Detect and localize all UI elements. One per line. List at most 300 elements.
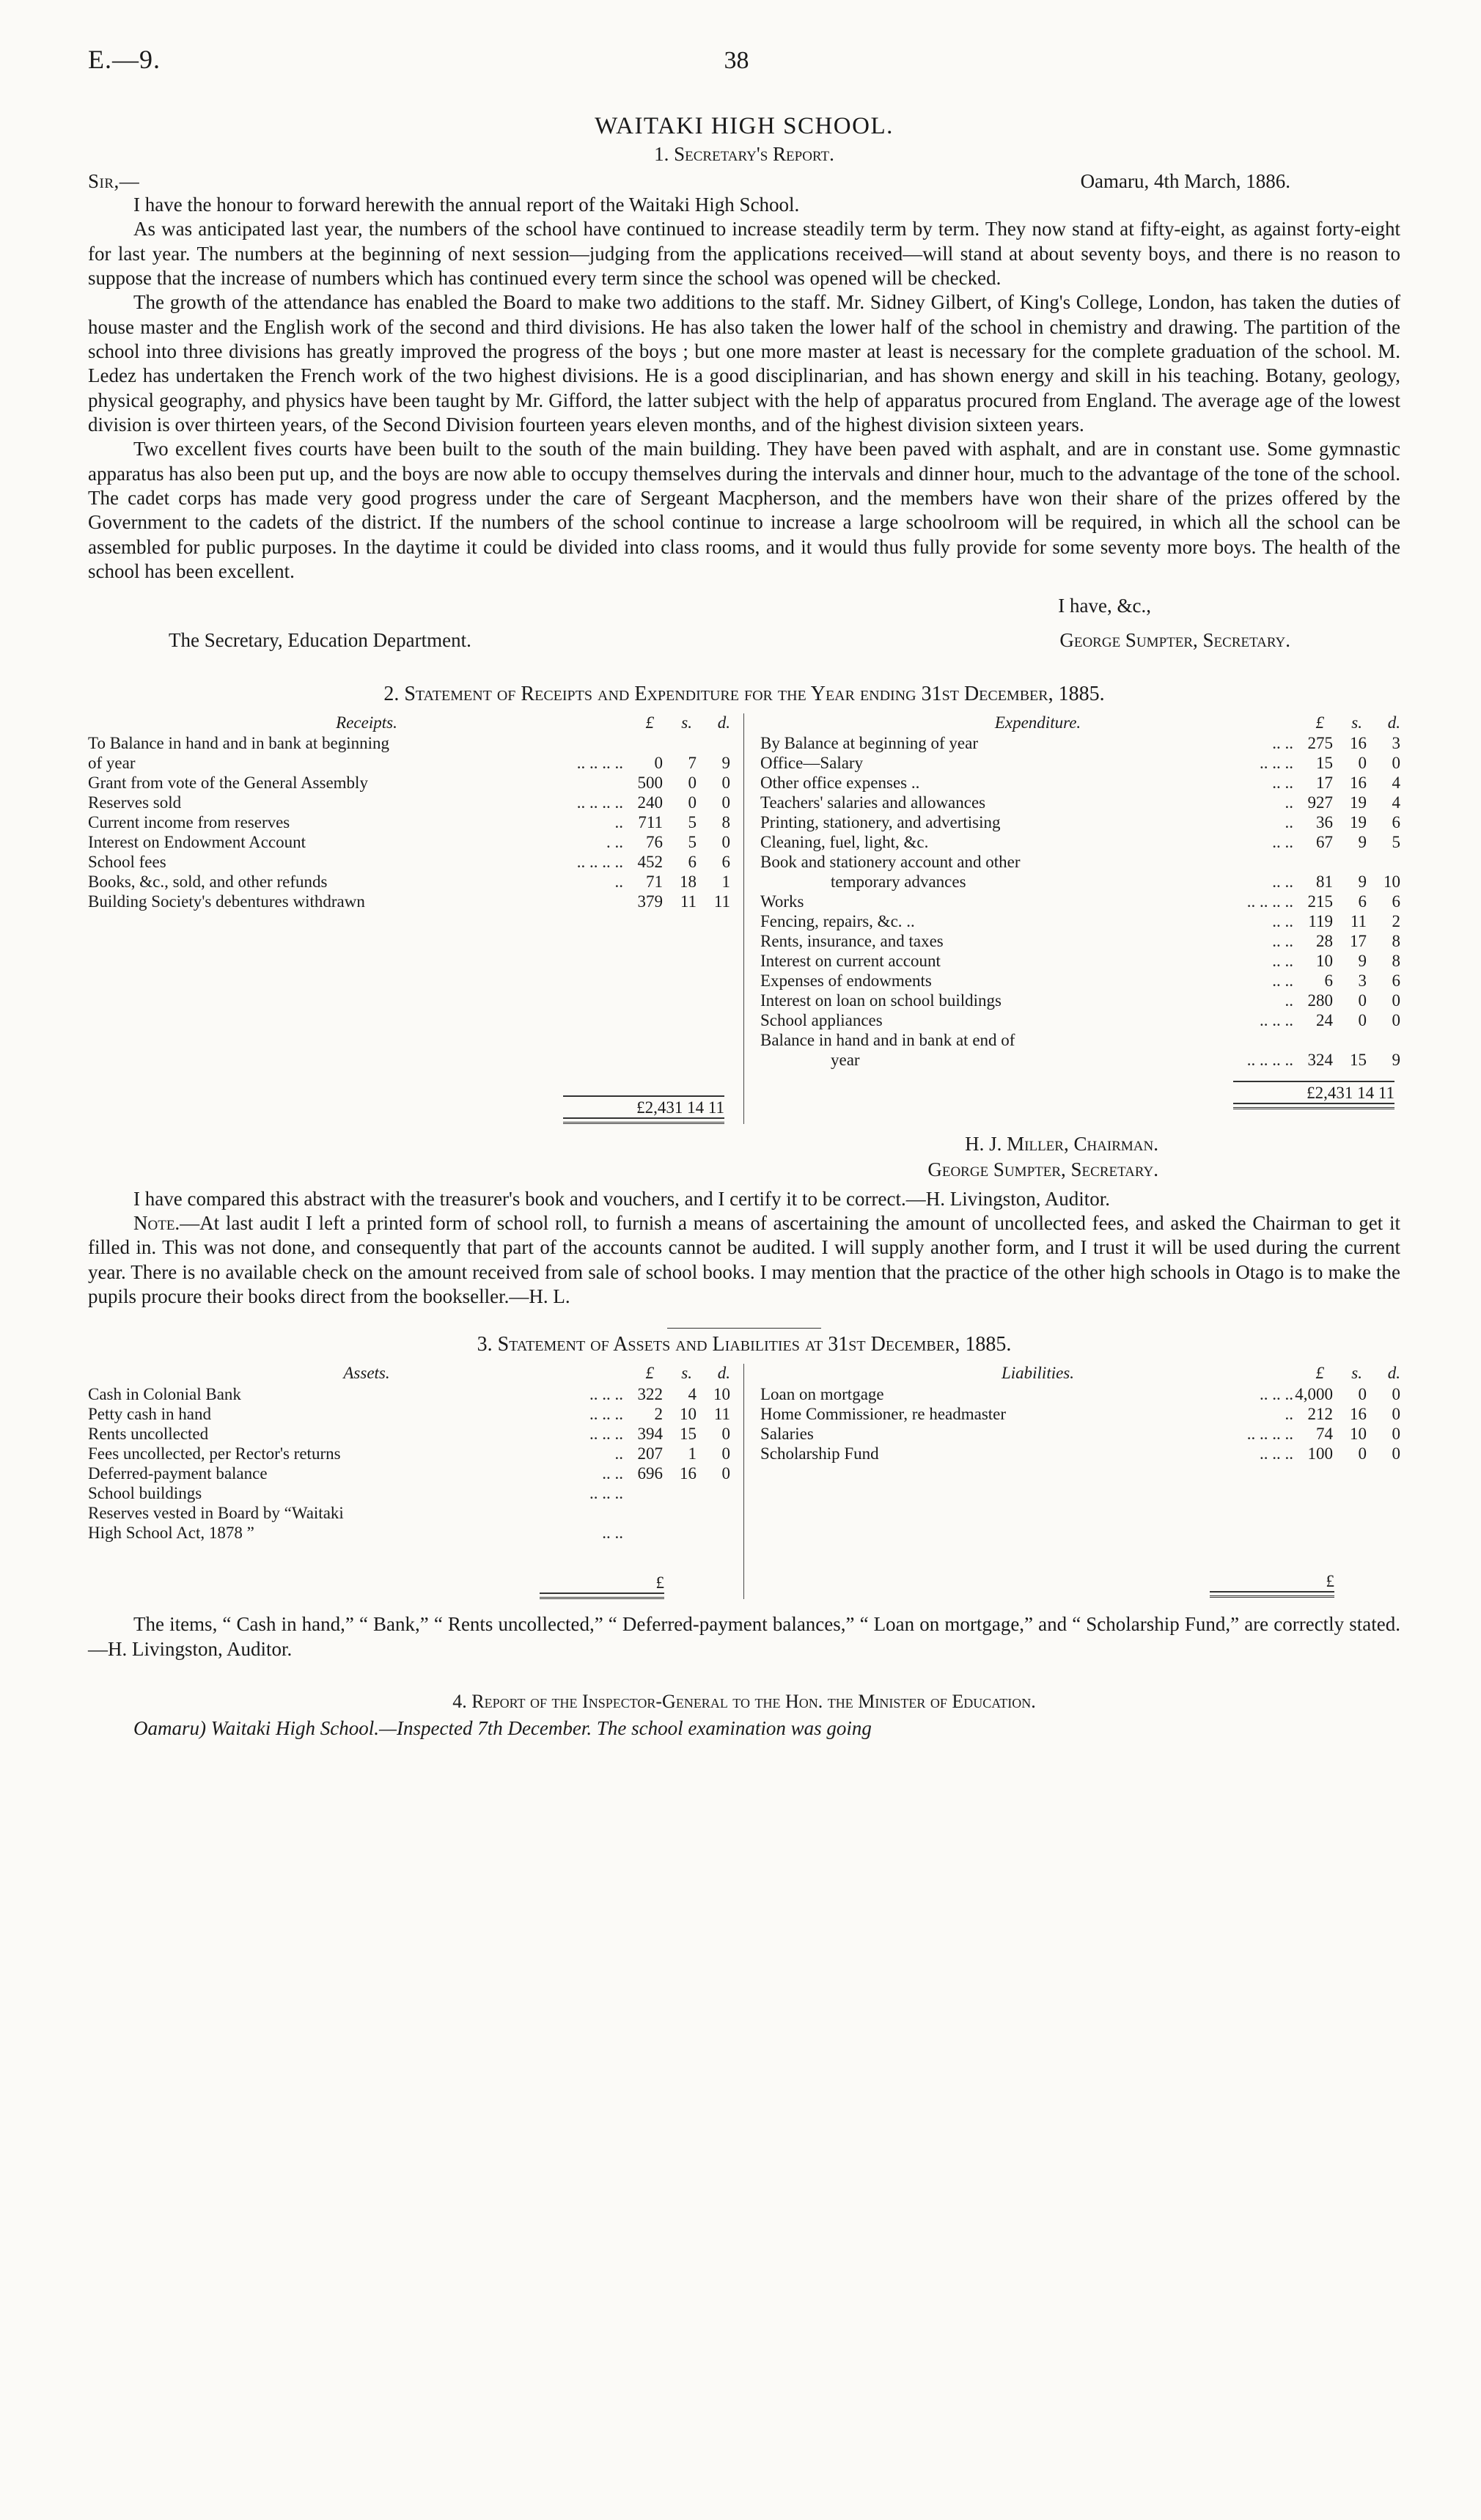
table-row bbox=[88, 1444, 730, 1463]
section-divider bbox=[667, 1328, 821, 1329]
expenditure-table bbox=[760, 734, 1400, 1070]
pounds-header: £ bbox=[645, 1364, 654, 1383]
row-leader: .. .. .. .. bbox=[576, 853, 623, 871]
row-shillings: 10 bbox=[680, 1404, 697, 1423]
total-double-rule bbox=[540, 1594, 664, 1599]
row-leader: .. .. .. bbox=[589, 1424, 623, 1443]
section3-heading-text: 3. Statement of Assets and Liabilities at 31st December, 1885. bbox=[477, 1333, 1012, 1356]
row-leader: .. .. bbox=[1272, 932, 1293, 950]
row-leader: .. .. .. bbox=[589, 1384, 623, 1403]
row-pounds: 24 bbox=[1316, 1011, 1333, 1029]
chairman-signature: H. J. Miller, Chairman. bbox=[965, 1132, 1158, 1155]
row-leader: .. bbox=[1285, 813, 1293, 831]
row-leader: .. .. bbox=[1272, 971, 1293, 990]
table-row bbox=[88, 1463, 730, 1483]
row-shillings: 1 bbox=[688, 1444, 697, 1463]
row-pence: 0 bbox=[721, 833, 730, 851]
inspector-report-text: Oamaru) Waitaki High School.—Inspected 7th December. The school examination was going bbox=[133, 1717, 872, 1740]
row-leader: .. .. bbox=[1272, 734, 1293, 752]
paragraph: As was anticipated last year, the numbers of the school have continued to increase steadily term by term. They now stand at fifty-eight, as against forty-eight for last year. The numbers at the beginning of next session—judging from the applications received—will stand at about seventy boys, and there is no reason to suppose that the increase of numbers which has continued every term since the school was opened will be checked. bbox=[88, 218, 1400, 290]
row-shillings: 0 bbox=[1358, 1384, 1367, 1403]
row-label: Rents uncollected bbox=[88, 1424, 209, 1443]
table-row bbox=[760, 813, 1400, 833]
row-label: Home Commissioner, re headmaster bbox=[760, 1404, 1007, 1423]
liabilities-column-header bbox=[760, 1364, 1400, 1383]
row-label: School fees bbox=[88, 853, 166, 871]
row-leader: .. .. bbox=[1272, 873, 1293, 891]
row-pence: 2 bbox=[1392, 912, 1400, 930]
table-row bbox=[88, 1384, 730, 1404]
row-leader: .. bbox=[1285, 793, 1293, 812]
row-pence: 11 bbox=[713, 1404, 730, 1423]
row-leader bbox=[560, 774, 623, 793]
section2-heading-text: 2. Statement of Receipts and Expenditure for the Year ending 31st December, 1885. bbox=[383, 682, 1105, 705]
row-shillings: 0 bbox=[688, 774, 697, 792]
secretary-signature: George Sumpter, Secretary. bbox=[927, 1158, 1158, 1180]
row-shillings: 0 bbox=[688, 793, 697, 812]
receipts-column-header bbox=[88, 713, 730, 732]
signature-block bbox=[88, 629, 1400, 652]
row-label: Reserves vested in Board by “Waitaki bbox=[88, 1503, 344, 1522]
row-leader: .. .. .. .. bbox=[576, 754, 623, 772]
pounds-header: £ bbox=[1315, 713, 1324, 732]
receipts-expenditure-account bbox=[88, 713, 1400, 1124]
row-leader: .. .. bbox=[602, 1463, 623, 1483]
row-pounds: 324 bbox=[1307, 1051, 1333, 1069]
row-shillings: 7 bbox=[688, 754, 697, 772]
pence-header: d. bbox=[717, 1364, 730, 1383]
row-pounds: 28 bbox=[1316, 932, 1333, 950]
row-leader: .. .. bbox=[1272, 952, 1293, 970]
row-label: Books, &c., sold, and other refunds bbox=[88, 873, 328, 891]
row-label: School buildings bbox=[88, 1483, 202, 1502]
row-shillings: 9 bbox=[1358, 873, 1367, 891]
row-label: Fencing, repairs, &c. .. bbox=[760, 912, 915, 930]
table-row bbox=[760, 734, 1400, 754]
table-row bbox=[760, 952, 1400, 971]
liabilities-column bbox=[744, 1364, 1400, 1599]
table-row bbox=[88, 1483, 730, 1503]
row-pence: 5 bbox=[1392, 833, 1400, 851]
row-pence: 10 bbox=[713, 1384, 730, 1403]
addressee: The Secretary, Education Department. bbox=[169, 628, 471, 651]
row-pence: 0 bbox=[1392, 754, 1400, 772]
row-label: Building Society's debentures withdrawn bbox=[88, 892, 365, 911]
row-shillings: 16 bbox=[680, 1463, 697, 1483]
salutation-row bbox=[88, 170, 1400, 193]
row-leader: .. .. bbox=[1272, 774, 1293, 792]
table-row bbox=[760, 1384, 1400, 1404]
assets-column-header bbox=[88, 1364, 730, 1383]
row-label: Grant from vote of the General Assembly bbox=[88, 774, 368, 792]
row-pounds: 15 bbox=[1316, 754, 1333, 772]
signatory: George Sumpter, Secretary. bbox=[1059, 628, 1290, 651]
row-label: Other office expenses .. bbox=[760, 774, 920, 792]
paragraph: The growth of the attendance has enabled the Board to make two additions to the staff. Mr. Sidney Gilbert, of King's College, London, has taken the duties of house master and the English work of the second and third divisions. He has also taken the lower half of the school in chemistry and drawing. The partition of the school into three divisions has greatly improved the progress of the boys ; but one more master at least is necessary for the complete graduation of the school. M. Ledez has undertaken the French work of the two highest divisions. He is a good disciplinarian, and has shown energy and skill in his teaching. Botany, geology, physical geography, and physics have been taught by Mr. Gifford, the latter subject with the help of apparatus procured from England. The average age of the lowest division is over thirteen years, of the Second Division fourteen years eleven months, and of the highest division sixteen years. bbox=[88, 291, 1400, 436]
row-shillings: 17 bbox=[1350, 932, 1367, 950]
row-pounds: 6 bbox=[1324, 971, 1333, 990]
row-pounds: 4,000 bbox=[1295, 1384, 1333, 1403]
salutation: Sir,— bbox=[88, 170, 140, 192]
row-shillings: 19 bbox=[1350, 813, 1367, 831]
shillings-header: s. bbox=[1351, 1364, 1362, 1383]
section1-heading: 1. Secretary's Report. bbox=[654, 143, 834, 165]
table-row bbox=[88, 1424, 730, 1444]
row-leader: .. .. bbox=[602, 1523, 623, 1542]
row-shillings: 18 bbox=[680, 873, 697, 891]
row-pence: 0 bbox=[721, 1424, 730, 1443]
row-label: Office—Salary bbox=[760, 754, 864, 772]
row-leader: .. .. .. bbox=[1260, 754, 1293, 772]
row-shillings bbox=[663, 1523, 697, 1543]
row-label: To Balance in hand and in bank at beginning bbox=[88, 734, 390, 752]
pence-header: d. bbox=[1387, 1364, 1400, 1383]
table-row bbox=[760, 1444, 1400, 1463]
assets-column bbox=[88, 1364, 744, 1599]
row-leader: .. bbox=[1285, 991, 1293, 1010]
table-row bbox=[760, 932, 1400, 952]
table-row bbox=[760, 912, 1400, 932]
row-pence bbox=[697, 1503, 730, 1523]
inspector-report-line bbox=[88, 1717, 1400, 1740]
table-row bbox=[88, 793, 730, 813]
table-row bbox=[88, 833, 730, 853]
table-row bbox=[760, 1011, 1400, 1031]
row-leader: .. .. bbox=[1272, 833, 1293, 851]
row-shillings: 16 bbox=[1350, 774, 1367, 792]
table-row bbox=[760, 1404, 1400, 1424]
receipts-table bbox=[88, 734, 730, 912]
pounds-header: £ bbox=[645, 713, 654, 732]
section2-heading bbox=[88, 683, 1400, 706]
paragraph: I have the honour to forward herewith the annual report of the Waitaki High School. bbox=[133, 194, 800, 216]
row-pence bbox=[697, 734, 730, 754]
row-shillings: 6 bbox=[688, 853, 697, 871]
table-row bbox=[88, 1404, 730, 1424]
row-label: Interest on Endowment Account bbox=[88, 833, 306, 851]
row-pence: 4 bbox=[1392, 774, 1400, 792]
row-shillings: 19 bbox=[1350, 793, 1367, 812]
row-leader: .. .. .. bbox=[1260, 1444, 1293, 1463]
table-row bbox=[88, 1503, 730, 1523]
section4-heading-text: 4. Report of the Inspector-General to the Hon. the Minister of Education. bbox=[452, 1691, 1036, 1713]
table-row bbox=[760, 1051, 1400, 1070]
signatures-section2 bbox=[88, 1131, 1400, 1183]
row-pounds: 0 bbox=[654, 754, 663, 772]
row-pounds: 81 bbox=[1316, 873, 1333, 891]
liabilities-table bbox=[760, 1384, 1400, 1463]
table-row bbox=[88, 774, 730, 793]
receipts-title: Receipts. bbox=[336, 713, 397, 732]
row-shillings bbox=[1333, 1031, 1367, 1051]
row-pence: 0 bbox=[1392, 991, 1400, 1010]
row-leader: .. .. .. .. bbox=[1246, 1424, 1293, 1443]
row-pence bbox=[1367, 853, 1400, 873]
closing-phrase: I have, &c., bbox=[1058, 594, 1151, 617]
row-pence: 0 bbox=[721, 774, 730, 792]
row-pounds bbox=[1293, 853, 1333, 873]
row-label: temporary advances bbox=[831, 873, 966, 891]
table-row bbox=[88, 754, 730, 774]
row-label: Interest on current account bbox=[760, 952, 941, 970]
paragraph: Two excellent fives courts have been built to the south of the main building. They have been paved with asphalt, and are in constant use. Some gymnastic apparatus has also been put up, and the boys are now able to occupy themselves during the intervals and dinner hour, much to the advantage of the tone of the school. The cadet corps has made very good progress under the care of Sergeant Macpherson, and the members have won their share of the prizes offered by the Government to the cadets of the district. If the numbers of the school continue to increase a large schoolroom will be required, in which all the school can be assembled for public purposes. In the daytime it could be divided into class rooms, and it would thus fully provide for some seventy more boys. The health of the school has been excellent. bbox=[88, 438, 1400, 583]
row-pounds bbox=[623, 1523, 663, 1543]
page-content bbox=[88, 44, 1400, 1740]
row-pounds: 500 bbox=[637, 774, 663, 792]
row-shillings: 16 bbox=[1350, 734, 1367, 752]
row-pence: 3 bbox=[1392, 734, 1400, 752]
row-leader: .. .. .. .. bbox=[576, 793, 623, 812]
row-pence: 6 bbox=[1392, 892, 1400, 911]
row-pounds: 275 bbox=[1307, 734, 1333, 752]
row-pounds: 394 bbox=[637, 1424, 663, 1443]
row-pence: 8 bbox=[1392, 952, 1400, 970]
row-shillings: 11 bbox=[1350, 912, 1367, 930]
auditor-closing-statement: The items, “ Cash in hand,” “ Bank,” “ Rents uncollected,” “ Deferred-payment balances,” “ Loan on mortgage,” and “ Scholarship Fund,” are correctly stated.—H. Livingston, Auditor. bbox=[88, 1613, 1400, 1660]
row-pounds: 2 bbox=[654, 1404, 663, 1423]
row-pence: 8 bbox=[1392, 932, 1400, 950]
table-row bbox=[760, 853, 1400, 873]
row-label: Balance in hand and in bank at end of bbox=[760, 1031, 1015, 1049]
row-label: Cash in Colonial Bank bbox=[88, 1384, 241, 1403]
row-shillings: 5 bbox=[688, 833, 697, 851]
row-shillings: 15 bbox=[1350, 1051, 1367, 1069]
table-row bbox=[760, 793, 1400, 813]
row-pence: 6 bbox=[1392, 813, 1400, 831]
assets-title: Assets. bbox=[343, 1364, 390, 1383]
auditor-statement: I have compared this abstract with the treasurer's book and vouchers, and I certify it to be correct.—H. Livingston, Auditor. bbox=[133, 1187, 1110, 1210]
section4-heading bbox=[88, 1691, 1400, 1713]
row-pence: 10 bbox=[1383, 873, 1400, 891]
expenditure-column-header bbox=[760, 713, 1400, 732]
row-pounds bbox=[623, 1503, 663, 1523]
row-leader: .. bbox=[1285, 1404, 1293, 1423]
row-pounds: 696 bbox=[637, 1463, 663, 1483]
row-shillings: 0 bbox=[1358, 991, 1367, 1010]
table-row bbox=[760, 971, 1400, 991]
row-shillings: 0 bbox=[1358, 1011, 1367, 1029]
row-shillings: 0 bbox=[1358, 754, 1367, 772]
table-row bbox=[88, 873, 730, 892]
receipts-column bbox=[88, 713, 744, 1124]
row-label: School appliances bbox=[760, 1011, 883, 1029]
note-label: Note.— bbox=[133, 1212, 200, 1235]
liabilities-total: £ bbox=[1326, 1572, 1334, 1591]
row-pounds: 379 bbox=[637, 892, 663, 911]
row-pounds bbox=[623, 734, 663, 754]
row-pence: 9 bbox=[1392, 1051, 1400, 1069]
row-label: year bbox=[831, 1051, 860, 1069]
page-header bbox=[88, 44, 1400, 75]
row-shillings: 16 bbox=[1350, 1404, 1367, 1423]
row-label: Printing, stationery, and advertising bbox=[760, 813, 1001, 831]
row-shillings: 9 bbox=[1358, 833, 1367, 851]
assets-total-wrap bbox=[88, 1573, 730, 1599]
row-pounds: 76 bbox=[646, 833, 663, 851]
row-shillings: 15 bbox=[680, 1424, 697, 1443]
row-label: Cleaning, fuel, light, &c. bbox=[760, 833, 929, 851]
table-row bbox=[760, 892, 1400, 912]
row-shillings: 5 bbox=[688, 813, 697, 831]
row-pence: 6 bbox=[721, 853, 730, 871]
row-pounds: 10 bbox=[1316, 952, 1333, 970]
section3-heading bbox=[88, 1333, 1400, 1356]
page-title: WAITAKI HIGH SCHOOL. bbox=[595, 113, 894, 139]
table-row bbox=[88, 1523, 730, 1543]
row-leader: .. .. .. .. bbox=[1246, 1051, 1293, 1069]
total-double-rule bbox=[1233, 1103, 1394, 1109]
row-pounds: 452 bbox=[637, 853, 663, 871]
table-row bbox=[760, 1424, 1400, 1444]
row-pence: 0 bbox=[721, 793, 730, 812]
row-leader: . .. bbox=[606, 833, 623, 851]
row-leader: .. bbox=[614, 813, 623, 831]
expenditure-total: £2,431 14 11 bbox=[1307, 1083, 1394, 1102]
row-pounds bbox=[1293, 1031, 1333, 1051]
place-and-date: Oamaru, 4th March, 1886. bbox=[1080, 170, 1290, 192]
row-pounds: 280 bbox=[1307, 991, 1333, 1010]
row-leader bbox=[560, 1503, 623, 1523]
row-label: Loan on mortgage bbox=[760, 1384, 884, 1403]
row-pounds: 17 bbox=[1316, 774, 1333, 792]
row-label: Reserves sold bbox=[88, 793, 182, 812]
table-row bbox=[760, 774, 1400, 793]
row-pence: 6 bbox=[1392, 971, 1400, 990]
row-pounds: 322 bbox=[637, 1384, 663, 1403]
row-label: Fees uncollected, per Rector's returns bbox=[88, 1444, 341, 1463]
receipts-total: £2,431 14 11 bbox=[636, 1098, 724, 1117]
row-label: By Balance at beginning of year bbox=[760, 734, 978, 752]
total-double-rule bbox=[563, 1117, 724, 1124]
row-pence: 0 bbox=[721, 1444, 730, 1463]
pence-header: d. bbox=[1387, 713, 1400, 732]
shillings-header: s. bbox=[1351, 713, 1362, 732]
row-pence: 0 bbox=[1392, 1384, 1400, 1403]
row-pounds: 71 bbox=[646, 873, 663, 891]
row-shillings: 4 bbox=[688, 1384, 697, 1403]
row-label: Deferred-payment balance bbox=[88, 1463, 268, 1483]
row-pence: 1 bbox=[721, 873, 730, 891]
row-pounds: 212 bbox=[1307, 1404, 1333, 1423]
row-pence bbox=[697, 1483, 730, 1503]
table-row bbox=[760, 873, 1400, 892]
assets-total: £ bbox=[655, 1573, 664, 1593]
row-label: Current income from reserves bbox=[88, 813, 290, 831]
row-pounds: 711 bbox=[638, 813, 663, 831]
row-label: Expenses of endowments bbox=[760, 971, 932, 990]
row-label: Salaries bbox=[760, 1424, 814, 1443]
row-leader: .. .. .. bbox=[1260, 1384, 1293, 1403]
row-shillings bbox=[1333, 853, 1367, 873]
liabilities-title: Liabilities. bbox=[1001, 1364, 1075, 1383]
shillings-header: s. bbox=[681, 1364, 692, 1383]
row-pence: 0 bbox=[1392, 1424, 1400, 1443]
row-pounds: 74 bbox=[1316, 1424, 1333, 1443]
row-pounds: 119 bbox=[1308, 912, 1333, 930]
expenditure-total-wrap bbox=[760, 1081, 1400, 1109]
row-pounds: 100 bbox=[1307, 1444, 1333, 1463]
expenditure-title: Expenditure. bbox=[994, 713, 1081, 732]
row-leader: .. bbox=[614, 1444, 623, 1463]
table-row bbox=[760, 991, 1400, 1011]
expenditure-column bbox=[744, 713, 1400, 1124]
row-pence: 0 bbox=[1392, 1404, 1400, 1423]
liabilities-total-wrap bbox=[760, 1572, 1400, 1598]
row-pounds: 36 bbox=[1316, 813, 1333, 831]
row-label: Scholarship Fund bbox=[760, 1444, 879, 1463]
table-row bbox=[760, 1031, 1400, 1051]
row-shillings bbox=[663, 1483, 697, 1503]
pence-header: d. bbox=[717, 713, 730, 732]
row-label: of year bbox=[88, 754, 136, 772]
table-row bbox=[760, 833, 1400, 853]
row-leader: .. .. .. bbox=[1260, 1011, 1293, 1029]
row-leader: .. .. bbox=[1272, 912, 1293, 930]
row-pounds: 215 bbox=[1307, 892, 1333, 911]
row-pence: 9 bbox=[721, 754, 730, 772]
row-label: Book and stationery account and other bbox=[760, 853, 1021, 871]
assets-liabilities-account bbox=[88, 1364, 1400, 1599]
row-pounds: 927 bbox=[1307, 793, 1333, 812]
document-reference: E.—9. bbox=[88, 45, 161, 74]
row-shillings: 10 bbox=[1350, 1424, 1367, 1443]
row-shillings: 0 bbox=[1358, 1444, 1367, 1463]
row-shillings: 11 bbox=[680, 892, 697, 911]
row-leader bbox=[560, 734, 623, 754]
auditor-note bbox=[88, 1211, 1400, 1309]
row-leader bbox=[1230, 1031, 1293, 1051]
row-pence: 8 bbox=[721, 813, 730, 831]
row-label: High School Act, 1878 ” bbox=[88, 1523, 254, 1542]
shillings-header: s. bbox=[681, 713, 692, 732]
table-row bbox=[88, 813, 730, 833]
row-label: Interest on loan on school buildings bbox=[760, 991, 1002, 1010]
row-shillings: 3 bbox=[1358, 971, 1367, 990]
table-row bbox=[88, 892, 730, 912]
row-leader: .. .. .. bbox=[589, 1404, 623, 1423]
row-pence: 11 bbox=[713, 892, 730, 911]
table-row bbox=[88, 734, 730, 754]
row-pence: 0 bbox=[1392, 1011, 1400, 1029]
page-number: 38 bbox=[724, 47, 749, 74]
table-row bbox=[88, 853, 730, 873]
row-label: Teachers' salaries and allowances bbox=[760, 793, 986, 812]
row-pence bbox=[1367, 1031, 1400, 1051]
row-leader: .. .. .. bbox=[589, 1483, 623, 1502]
table-row bbox=[760, 754, 1400, 774]
row-pence: 0 bbox=[1392, 1444, 1400, 1463]
row-pounds: 240 bbox=[637, 793, 663, 812]
pounds-header: £ bbox=[1315, 1364, 1324, 1383]
row-leader: .. bbox=[614, 873, 623, 891]
row-label: Works bbox=[760, 892, 804, 911]
row-pence: 4 bbox=[1392, 793, 1400, 812]
row-leader bbox=[560, 892, 623, 912]
row-pence bbox=[697, 1523, 730, 1543]
assets-table bbox=[88, 1384, 730, 1543]
row-shillings: 6 bbox=[1358, 892, 1367, 911]
row-label: Petty cash in hand bbox=[88, 1404, 211, 1423]
receipts-total-wrap bbox=[88, 1095, 730, 1124]
row-shillings bbox=[663, 1503, 697, 1523]
row-leader bbox=[1230, 853, 1293, 873]
note-text: At last audit I left a printed form of school roll, to furnish a means of ascertaining the amount of uncollected fees, and asked the Chairman to get it filled in. This was not done, and consequently that part of the accounts cannot be audited. I will supply another form, and I trust it will be used during the current year. There is no available check on the amount received from sale of school books. I may mention that the practice of the other high schools in Otago is to make the pupils procure their books direct from the bookseller.—H. L. bbox=[88, 1212, 1400, 1308]
total-double-rule bbox=[1210, 1593, 1334, 1598]
row-pounds: 207 bbox=[637, 1444, 663, 1463]
row-shillings bbox=[663, 734, 697, 754]
row-label: Rents, insurance, and taxes bbox=[760, 932, 944, 950]
row-pounds: 67 bbox=[1316, 833, 1333, 851]
